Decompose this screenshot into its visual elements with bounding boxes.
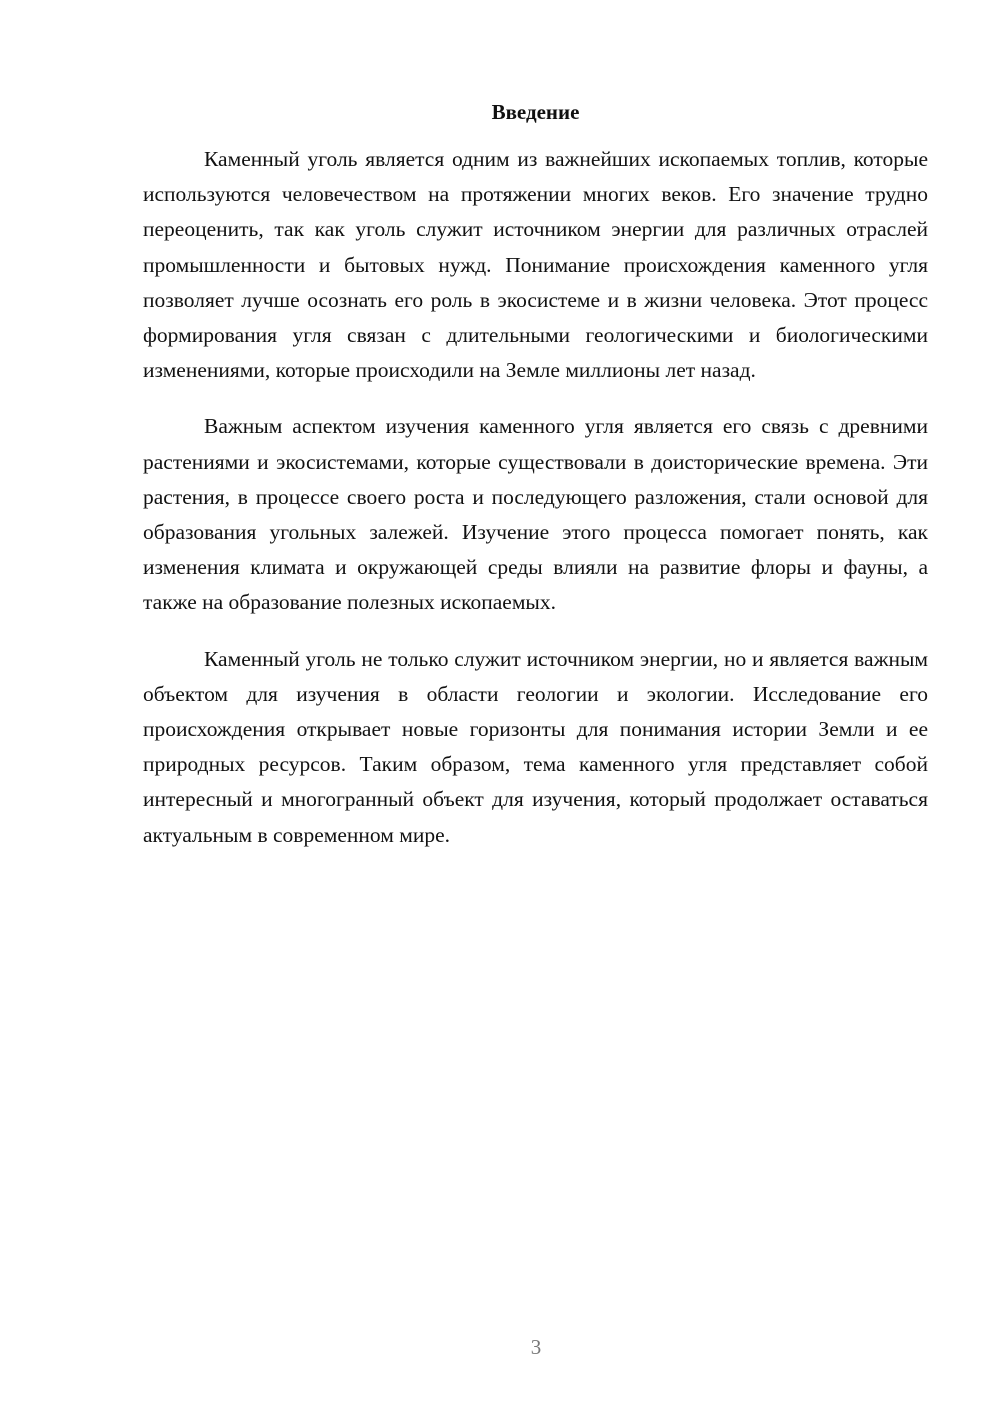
page-title: Введение xyxy=(491,100,580,124)
page-number: 3 xyxy=(530,1335,542,1359)
paragraph-3: Каменный уголь не только служит источником энергии, но и является важным объектом для изучения в области геологии и экологии. Исследование его происхождения открывает новые горизонты для понимания истории Земли и ее природных ресурсов. Таким образом, тема каменного угля представляет собой интересный и многогранный объект для изучения, который продолжает оставаться актуальным в современном мире. xyxy=(143,646,928,847)
document-body xyxy=(143,142,928,874)
paragraph-1: Каменный уголь является одним из важнейших ископаемых топлив, которые используются человечеством на протяжении многих веков. Его значение трудно переоценить, так как уголь служит источником энергии для различных отраслей промышленности и бытовых нужд. Понимание происхождения каменного угля позволяет лучше осознать его роль в экосистеме и в жизни человека. Этот процесс формирования угля связан с длительными геологическими и биологическими изменениями, которые происходили на Земле миллионы лет назад. xyxy=(143,147,928,383)
paragraph-2: Важным аспектом изучения каменного угля является его связь с древними растениями и экосистемами, которые существовали в доисторические времена. Эти растения, в процессе своего роста и последующего разложения, стали основой для образования угольных залежей. Изучение этого процесса помогает понять, как изменения климата и окружающей среды влияли на развитие флоры и фауны, а также на образование полезных ископаемых. xyxy=(143,414,928,615)
